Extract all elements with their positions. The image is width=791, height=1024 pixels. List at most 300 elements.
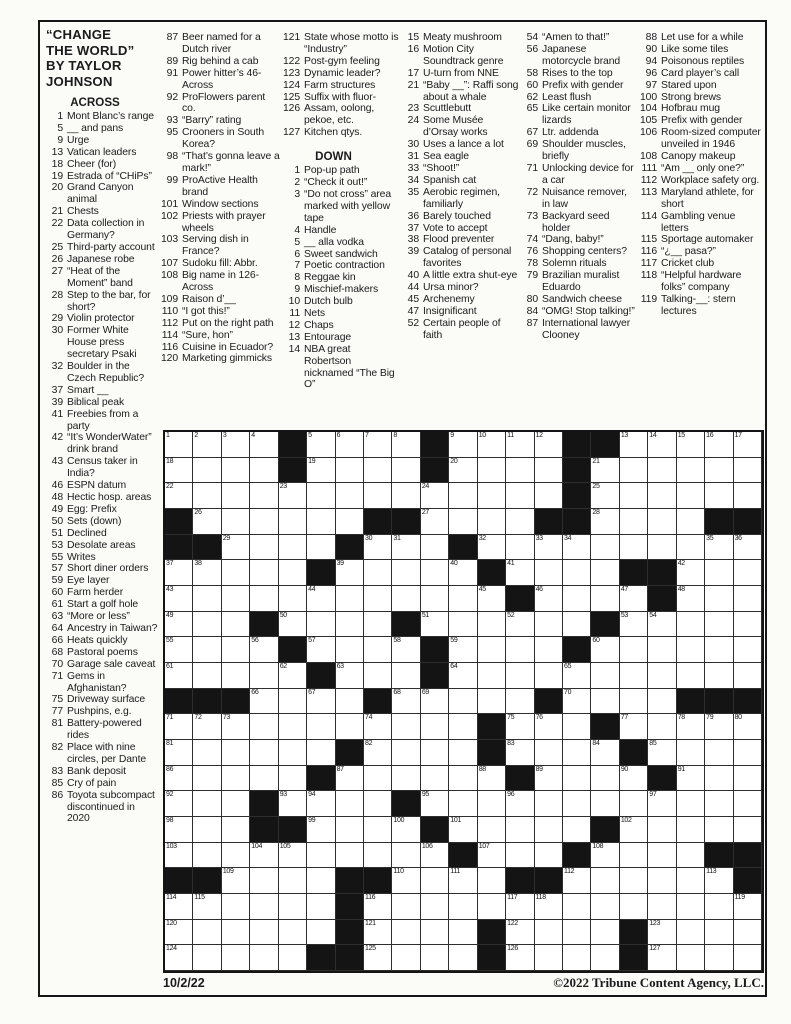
grid-cell[interactable]: [307, 868, 335, 894]
grid-cell[interactable]: [364, 432, 392, 458]
grid-cell[interactable]: [677, 560, 705, 586]
grid-cell[interactable]: [563, 612, 591, 638]
grid-cell[interactable]: [734, 714, 762, 740]
grid-cell[interactable]: [250, 920, 278, 946]
grid-cell[interactable]: [506, 740, 534, 766]
grid-cell[interactable]: [421, 535, 449, 561]
grid-cell[interactable]: [193, 740, 221, 766]
grid-cell[interactable]: [677, 740, 705, 766]
grid-cell[interactable]: [336, 766, 364, 792]
grid-cell[interactable]: [648, 483, 676, 509]
grid-cell[interactable]: [535, 483, 563, 509]
grid-cell[interactable]: [563, 945, 591, 971]
grid-cell[interactable]: [449, 560, 477, 586]
grid-cell[interactable]: [222, 766, 250, 792]
grid-cell[interactable]: [222, 920, 250, 946]
grid-cell[interactable]: [648, 432, 676, 458]
grid-cell[interactable]: [421, 766, 449, 792]
grid-cell[interactable]: [734, 945, 762, 971]
grid-cell[interactable]: [648, 714, 676, 740]
grid-cell[interactable]: [478, 894, 506, 920]
grid-cell[interactable]: [279, 663, 307, 689]
grid-cell[interactable]: [307, 612, 335, 638]
grid-cell[interactable]: [506, 714, 534, 740]
grid-cell[interactable]: [478, 817, 506, 843]
grid-cell[interactable]: [535, 560, 563, 586]
grid-cell[interactable]: [449, 663, 477, 689]
grid-cell[interactable]: [364, 483, 392, 509]
grid-cell[interactable]: [222, 868, 250, 894]
grid-cell[interactable]: [478, 535, 506, 561]
grid-cell[interactable]: [506, 817, 534, 843]
grid-cell[interactable]: [734, 663, 762, 689]
grid-cell[interactable]: [279, 868, 307, 894]
grid-cell[interactable]: [734, 432, 762, 458]
grid-cell[interactable]: [449, 689, 477, 715]
grid-cell[interactable]: [307, 714, 335, 740]
grid-cell[interactable]: [336, 509, 364, 535]
grid-cell[interactable]: [506, 560, 534, 586]
grid-cell[interactable]: [392, 868, 420, 894]
grid-cell[interactable]: [250, 945, 278, 971]
grid-cell[interactable]: [705, 560, 733, 586]
grid-cell[interactable]: [648, 868, 676, 894]
grid-cell[interactable]: [307, 509, 335, 535]
grid-cell[interactable]: [165, 586, 193, 612]
grid-cell[interactable]: [336, 817, 364, 843]
grid-cell[interactable]: [449, 740, 477, 766]
grid-cell[interactable]: [222, 586, 250, 612]
grid-cell[interactable]: [648, 535, 676, 561]
grid-cell[interactable]: [478, 586, 506, 612]
grid-cell[interactable]: [705, 483, 733, 509]
grid-cell[interactable]: [392, 483, 420, 509]
grid-cell[interactable]: [591, 740, 619, 766]
grid-cell[interactable]: [421, 740, 449, 766]
grid-cell[interactable]: [677, 637, 705, 663]
grid-cell[interactable]: [677, 612, 705, 638]
grid-cell[interactable]: [648, 740, 676, 766]
grid-cell[interactable]: [535, 920, 563, 946]
grid-cell[interactable]: [705, 535, 733, 561]
grid-cell[interactable]: [307, 483, 335, 509]
grid-cell[interactable]: [620, 612, 648, 638]
grid-cell[interactable]: [392, 945, 420, 971]
grid-cell[interactable]: [535, 945, 563, 971]
grid-cell[interactable]: [734, 817, 762, 843]
grid-cell[interactable]: [677, 586, 705, 612]
grid-cell[interactable]: [506, 791, 534, 817]
grid-cell[interactable]: [279, 612, 307, 638]
grid-cell[interactable]: [535, 586, 563, 612]
grid-cell[interactable]: [193, 843, 221, 869]
grid-cell[interactable]: [193, 766, 221, 792]
grid-cell[interactable]: [705, 945, 733, 971]
grid-cell[interactable]: [193, 458, 221, 484]
grid-cell[interactable]: [307, 817, 335, 843]
grid-cell[interactable]: [250, 843, 278, 869]
grid-cell[interactable]: [705, 868, 733, 894]
grid-cell[interactable]: [563, 560, 591, 586]
grid-cell[interactable]: [392, 637, 420, 663]
grid-cell[interactable]: [563, 920, 591, 946]
grid-cell[interactable]: [591, 791, 619, 817]
grid-cell[interactable]: [620, 791, 648, 817]
grid-cell[interactable]: [165, 483, 193, 509]
grid-cell[interactable]: [478, 509, 506, 535]
grid-cell[interactable]: [591, 560, 619, 586]
grid-cell[interactable]: [250, 740, 278, 766]
grid-cell[interactable]: [421, 586, 449, 612]
grid-cell[interactable]: [364, 791, 392, 817]
grid-cell[interactable]: [279, 766, 307, 792]
grid-cell[interactable]: [478, 637, 506, 663]
grid-cell[interactable]: [734, 586, 762, 612]
grid-cell[interactable]: [478, 432, 506, 458]
grid-cell[interactable]: [193, 791, 221, 817]
grid-cell[interactable]: [677, 766, 705, 792]
grid-cell[interactable]: [591, 483, 619, 509]
grid-cell[interactable]: [250, 535, 278, 561]
grid-cell[interactable]: [307, 920, 335, 946]
grid-cell[interactable]: [165, 560, 193, 586]
grid-cell[interactable]: [535, 894, 563, 920]
grid-cell[interactable]: [165, 458, 193, 484]
grid-cell[interactable]: [392, 894, 420, 920]
grid-cell[interactable]: [222, 432, 250, 458]
grid-cell[interactable]: [591, 663, 619, 689]
grid-cell[interactable]: [307, 894, 335, 920]
grid-cell[interactable]: [421, 560, 449, 586]
grid-cell[interactable]: [336, 483, 364, 509]
grid-cell[interactable]: [591, 535, 619, 561]
grid-cell[interactable]: [222, 560, 250, 586]
grid-cell[interactable]: [677, 483, 705, 509]
grid-cell[interactable]: [193, 637, 221, 663]
grid-cell[interactable]: [535, 432, 563, 458]
grid-cell[interactable]: [279, 535, 307, 561]
grid-cell[interactable]: [193, 509, 221, 535]
grid-cell[interactable]: [677, 432, 705, 458]
grid-cell[interactable]: [193, 560, 221, 586]
grid-cell[interactable]: [165, 766, 193, 792]
grid-cell[interactable]: [336, 637, 364, 663]
grid-cell[interactable]: [705, 894, 733, 920]
grid-cell[interactable]: [506, 663, 534, 689]
grid-cell[interactable]: [392, 817, 420, 843]
grid-cell[interactable]: [279, 894, 307, 920]
grid-cell[interactable]: [705, 458, 733, 484]
grid-cell[interactable]: [620, 509, 648, 535]
grid-cell[interactable]: [165, 714, 193, 740]
grid-cell[interactable]: [364, 458, 392, 484]
grid-cell[interactable]: [648, 637, 676, 663]
grid-cell[interactable]: [591, 766, 619, 792]
grid-cell[interactable]: [279, 509, 307, 535]
grid-cell[interactable]: [165, 612, 193, 638]
grid-cell[interactable]: [250, 868, 278, 894]
grid-cell[interactable]: [421, 920, 449, 946]
grid-cell[interactable]: [392, 586, 420, 612]
grid-cell[interactable]: [449, 868, 477, 894]
grid-cell[interactable]: [563, 714, 591, 740]
grid-cell[interactable]: [449, 766, 477, 792]
grid-cell[interactable]: [677, 663, 705, 689]
grid-cell[interactable]: [250, 766, 278, 792]
grid-cell[interactable]: [421, 868, 449, 894]
grid-cell[interactable]: [165, 945, 193, 971]
grid-cell[interactable]: [535, 458, 563, 484]
grid-cell[interactable]: [222, 714, 250, 740]
grid-cell[interactable]: [421, 483, 449, 509]
grid-cell[interactable]: [648, 612, 676, 638]
grid-cell[interactable]: [250, 560, 278, 586]
grid-cell[interactable]: [648, 817, 676, 843]
grid-cell[interactable]: [535, 817, 563, 843]
grid-cell[interactable]: [620, 894, 648, 920]
grid-cell[interactable]: [307, 432, 335, 458]
grid-cell[interactable]: [648, 894, 676, 920]
grid-cell[interactable]: [535, 663, 563, 689]
grid-cell[interactable]: [535, 766, 563, 792]
grid-cell[interactable]: [421, 791, 449, 817]
grid-cell[interactable]: [648, 791, 676, 817]
grid-cell[interactable]: [364, 766, 392, 792]
grid-cell[interactable]: [648, 945, 676, 971]
grid-cell[interactable]: [336, 791, 364, 817]
grid-cell[interactable]: [392, 560, 420, 586]
grid-cell[interactable]: [620, 817, 648, 843]
grid-cell[interactable]: [165, 432, 193, 458]
grid-cell[interactable]: [364, 740, 392, 766]
grid-cell[interactable]: [193, 714, 221, 740]
grid-cell[interactable]: [392, 843, 420, 869]
grid-cell[interactable]: [506, 432, 534, 458]
grid-cell[interactable]: [307, 535, 335, 561]
grid-cell[interactable]: [648, 663, 676, 689]
grid-cell[interactable]: [279, 689, 307, 715]
grid-cell[interactable]: [506, 612, 534, 638]
grid-cell[interactable]: [392, 458, 420, 484]
grid-cell[interactable]: [165, 791, 193, 817]
grid-cell[interactable]: [193, 432, 221, 458]
grid-cell[interactable]: [193, 663, 221, 689]
grid-cell[interactable]: [392, 535, 420, 561]
grid-cell[interactable]: [563, 868, 591, 894]
grid-cell[interactable]: [620, 868, 648, 894]
grid-cell[interactable]: [506, 843, 534, 869]
grid-cell[interactable]: [591, 868, 619, 894]
grid-cell[interactable]: [677, 894, 705, 920]
grid-cell[interactable]: [336, 663, 364, 689]
grid-cell[interactable]: [222, 945, 250, 971]
grid-cell[interactable]: [307, 791, 335, 817]
grid-cell[interactable]: [506, 945, 534, 971]
grid-cell[interactable]: [449, 509, 477, 535]
grid-cell[interactable]: [620, 483, 648, 509]
grid-cell[interactable]: [222, 894, 250, 920]
grid-cell[interactable]: [449, 432, 477, 458]
grid-cell[interactable]: [364, 637, 392, 663]
grid-cell[interactable]: [336, 714, 364, 740]
grid-cell[interactable]: [336, 612, 364, 638]
grid-cell[interactable]: [478, 689, 506, 715]
grid-cell[interactable]: [734, 483, 762, 509]
grid-cell[interactable]: [449, 483, 477, 509]
grid-cell[interactable]: [279, 843, 307, 869]
grid-cell[interactable]: [449, 791, 477, 817]
grid-cell[interactable]: [449, 920, 477, 946]
grid-cell[interactable]: [591, 894, 619, 920]
grid-cell[interactable]: [535, 843, 563, 869]
grid-cell[interactable]: [222, 535, 250, 561]
grid-cell[interactable]: [620, 663, 648, 689]
grid-cell[interactable]: [734, 740, 762, 766]
grid-cell[interactable]: [563, 689, 591, 715]
grid-cell[interactable]: [648, 458, 676, 484]
grid-cell[interactable]: [705, 740, 733, 766]
grid-cell[interactable]: [222, 663, 250, 689]
grid-cell[interactable]: [591, 458, 619, 484]
grid-cell[interactable]: [591, 509, 619, 535]
grid-cell[interactable]: [620, 637, 648, 663]
grid-cell[interactable]: [364, 535, 392, 561]
grid-cell[interactable]: [449, 612, 477, 638]
grid-cell[interactable]: [279, 714, 307, 740]
grid-cell[interactable]: [279, 920, 307, 946]
grid-cell[interactable]: [535, 637, 563, 663]
grid-cell[interactable]: [705, 714, 733, 740]
grid-cell[interactable]: [648, 843, 676, 869]
grid-cell[interactable]: [279, 740, 307, 766]
grid-cell[interactable]: [307, 689, 335, 715]
grid-cell[interactable]: [279, 586, 307, 612]
grid-cell[interactable]: [392, 432, 420, 458]
grid-cell[interactable]: [734, 458, 762, 484]
grid-cell[interactable]: [506, 920, 534, 946]
grid-cell[interactable]: [364, 612, 392, 638]
grid-cell[interactable]: [193, 817, 221, 843]
grid-cell[interactable]: [734, 560, 762, 586]
grid-cell[interactable]: [563, 817, 591, 843]
grid-cell[interactable]: [705, 586, 733, 612]
grid-cell[interactable]: [620, 458, 648, 484]
grid-cell[interactable]: [677, 817, 705, 843]
grid-cell[interactable]: [705, 612, 733, 638]
grid-cell[interactable]: [677, 868, 705, 894]
grid-cell[interactable]: [250, 432, 278, 458]
grid-cell[interactable]: [478, 766, 506, 792]
grid-cell[interactable]: [620, 843, 648, 869]
grid-cell[interactable]: [250, 663, 278, 689]
grid-cell[interactable]: [648, 689, 676, 715]
grid-cell[interactable]: [506, 894, 534, 920]
grid-cell[interactable]: [535, 714, 563, 740]
grid-cell[interactable]: [336, 432, 364, 458]
grid-cell[interactable]: [307, 586, 335, 612]
grid-cell[interactable]: [336, 586, 364, 612]
grid-cell[interactable]: [705, 432, 733, 458]
grid-cell[interactable]: [535, 535, 563, 561]
grid-cell[interactable]: [364, 920, 392, 946]
grid-cell[interactable]: [734, 894, 762, 920]
grid-cell[interactable]: [250, 689, 278, 715]
grid-cell[interactable]: [421, 714, 449, 740]
grid-cell[interactable]: [336, 689, 364, 715]
grid-cell[interactable]: [620, 714, 648, 740]
grid-cell[interactable]: [222, 483, 250, 509]
grid-cell[interactable]: [364, 663, 392, 689]
grid-cell[interactable]: [506, 689, 534, 715]
grid-cell[interactable]: [222, 509, 250, 535]
grid-cell[interactable]: [392, 689, 420, 715]
grid-cell[interactable]: [250, 509, 278, 535]
grid-cell[interactable]: [478, 458, 506, 484]
grid-cell[interactable]: [506, 483, 534, 509]
grid-cell[interactable]: [392, 766, 420, 792]
grid-cell[interactable]: [478, 612, 506, 638]
grid-cell[interactable]: [677, 509, 705, 535]
grid-cell[interactable]: [677, 714, 705, 740]
grid-cell[interactable]: [392, 714, 420, 740]
grid-cell[interactable]: [250, 483, 278, 509]
grid-cell[interactable]: [193, 483, 221, 509]
grid-cell[interactable]: [506, 535, 534, 561]
grid-cell[interactable]: [336, 843, 364, 869]
grid-cell[interactable]: [449, 945, 477, 971]
grid-cell[interactable]: [193, 894, 221, 920]
grid-cell[interactable]: [563, 894, 591, 920]
grid-cell[interactable]: [279, 560, 307, 586]
grid-cell[interactable]: [705, 637, 733, 663]
grid-cell[interactable]: [222, 612, 250, 638]
grid-cell[interactable]: [449, 458, 477, 484]
grid-cell[interactable]: [222, 843, 250, 869]
grid-cell[interactable]: [449, 714, 477, 740]
grid-cell[interactable]: [222, 637, 250, 663]
grid-cell[interactable]: [563, 663, 591, 689]
grid-cell[interactable]: [677, 843, 705, 869]
grid-cell[interactable]: [620, 432, 648, 458]
grid-cell[interactable]: [478, 868, 506, 894]
grid-cell[interactable]: [193, 945, 221, 971]
grid-cell[interactable]: [677, 535, 705, 561]
grid-cell[interactable]: [705, 817, 733, 843]
grid-cell[interactable]: [165, 637, 193, 663]
grid-cell[interactable]: [705, 920, 733, 946]
grid-cell[interactable]: [250, 586, 278, 612]
grid-cell[interactable]: [336, 458, 364, 484]
grid-cell[interactable]: [307, 740, 335, 766]
grid-cell[interactable]: [478, 483, 506, 509]
grid-cell[interactable]: [620, 766, 648, 792]
grid-cell[interactable]: [705, 791, 733, 817]
grid-cell[interactable]: [734, 766, 762, 792]
grid-cell[interactable]: [392, 740, 420, 766]
grid-cell[interactable]: [307, 458, 335, 484]
grid-cell[interactable]: [392, 663, 420, 689]
grid-cell[interactable]: [648, 509, 676, 535]
grid-cell[interactable]: [307, 637, 335, 663]
grid-cell[interactable]: [563, 791, 591, 817]
grid-cell[interactable]: [734, 535, 762, 561]
grid-cell[interactable]: [421, 612, 449, 638]
grid-cell[interactable]: [449, 586, 477, 612]
grid-cell[interactable]: [591, 843, 619, 869]
grid-cell[interactable]: [705, 663, 733, 689]
grid-cell[interactable]: [364, 560, 392, 586]
grid-cell[interactable]: [620, 586, 648, 612]
